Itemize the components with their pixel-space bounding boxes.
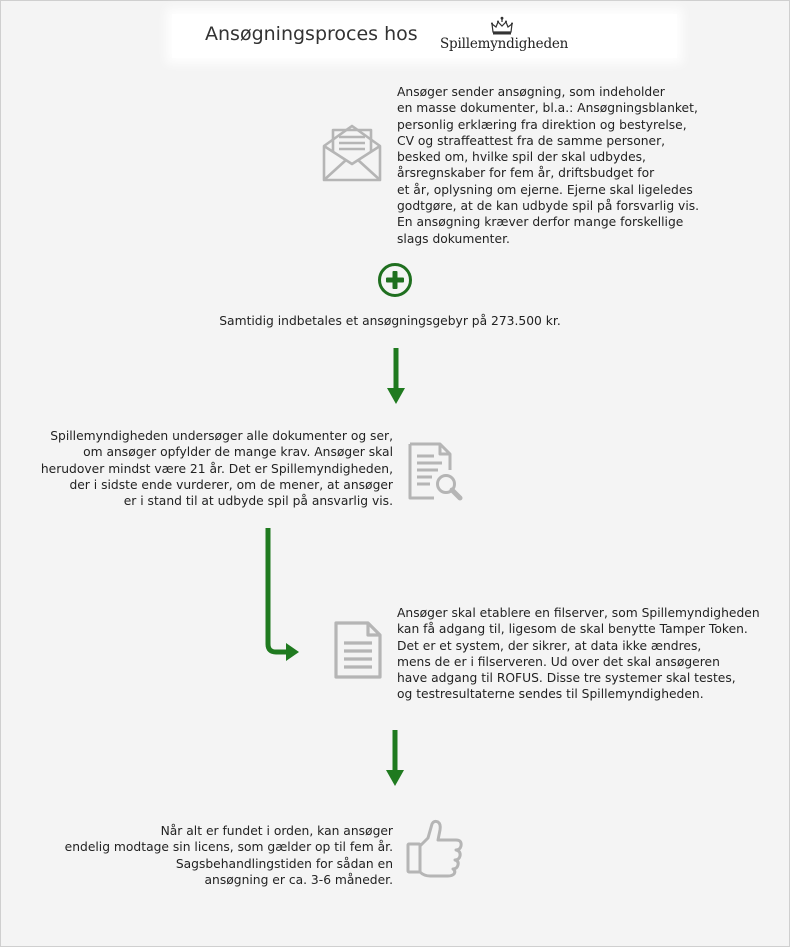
step-1-line: et år, oplysning om ejerne. Ejerne skal ligeledes	[397, 182, 693, 197]
step-3-line: Spillemyndigheden undersøger alle dokumenter og ser,	[50, 429, 393, 443]
logo-text: Spillemyndigheden	[440, 36, 569, 52]
step-1-line: en masse dokumenter, bl.a.: Ansøgningsblanket,	[397, 101, 698, 116]
step-4-line: Ansøger skal etablere en filserver, som Spillemyndigheden	[397, 606, 760, 620]
step-5-line: Sagsbehandlingstiden for sådan en	[175, 856, 393, 871]
step-1-line: Ansøger sender ansøgning, som indeholder	[397, 85, 665, 99]
step-1-text	[397, 84, 699, 247]
thumbs-up-icon	[404, 818, 466, 878]
step-5-line: endelig modtage sin licens, som gælder op til fem år.	[64, 840, 393, 855]
header	[172, 14, 677, 58]
step-3-text	[30, 428, 393, 509]
down-arrow-icon	[386, 348, 406, 406]
envelope-letter-icon	[320, 122, 384, 184]
plus-circle-icon	[377, 262, 413, 298]
step-1-line: årsregnskaber for fem år, driftsbudget for	[397, 166, 655, 181]
header-title: Ansøgningsproces hos	[205, 23, 418, 45]
step-2-text	[190, 313, 590, 329]
step-1-line: besked om, hvilke spil der skal udbydes,	[397, 150, 646, 165]
step-5-line: ansøgning er ca. 3-6 måneder.	[204, 872, 393, 887]
document-icon	[330, 619, 386, 681]
step-1-line: slags dokumenter.	[397, 231, 510, 246]
step-3-line: der i sidste ende vurderer, om de mener, at ansøger	[69, 477, 393, 492]
step-4-line: have adgang til ROFUS. Disse tre systemer skal testes,	[397, 671, 736, 686]
step-5-text	[40, 823, 393, 888]
step-1-line: personlig erklæring fra direktion og bestyrelse,	[397, 117, 687, 132]
step-4-line: mens de er i filserveren. Ud over det skal ansøgeren	[397, 654, 720, 669]
document-search-icon	[404, 440, 464, 502]
step-4-line: kan få adgang til, ligesom de skal benytte Tamper Token.	[397, 622, 748, 637]
step-3-line: om ansøger opfylder de mange krav. Ansøger skal	[83, 445, 393, 460]
step-4-line: og testresultaterne sendes til Spillemyndigheden.	[397, 687, 704, 702]
spillemyndigheden-logo	[438, 16, 568, 56]
crown-icon	[490, 16, 514, 36]
step-5-line: Når alt er fundet i orden, kan ansøger	[160, 824, 393, 838]
step-4-line: Det er et system, der sikrer, at data ikke ændres,	[397, 638, 702, 653]
elbow-arrow-icon	[258, 528, 302, 664]
step-1-line: CV og straffeattest fra de samme personer,	[397, 133, 666, 148]
step-4-text	[397, 605, 760, 703]
step-2-line: Samtidig indbetales et ansøgningsgebyr på 273.500 kr.	[219, 314, 561, 328]
step-1-line: godtgøre, at de kan udbyde spil på forsvarlig vis.	[397, 199, 700, 214]
step-1-line: En ansøgning kræver derfor mange forskellige	[397, 215, 684, 230]
down-arrow-icon	[385, 730, 405, 788]
step-3-line: er i stand til at udbyde spil på ansvarlig vis.	[123, 494, 393, 509]
step-3-line: herudover mindst være 21 år. Det er Spillemyndigheden,	[40, 461, 393, 476]
